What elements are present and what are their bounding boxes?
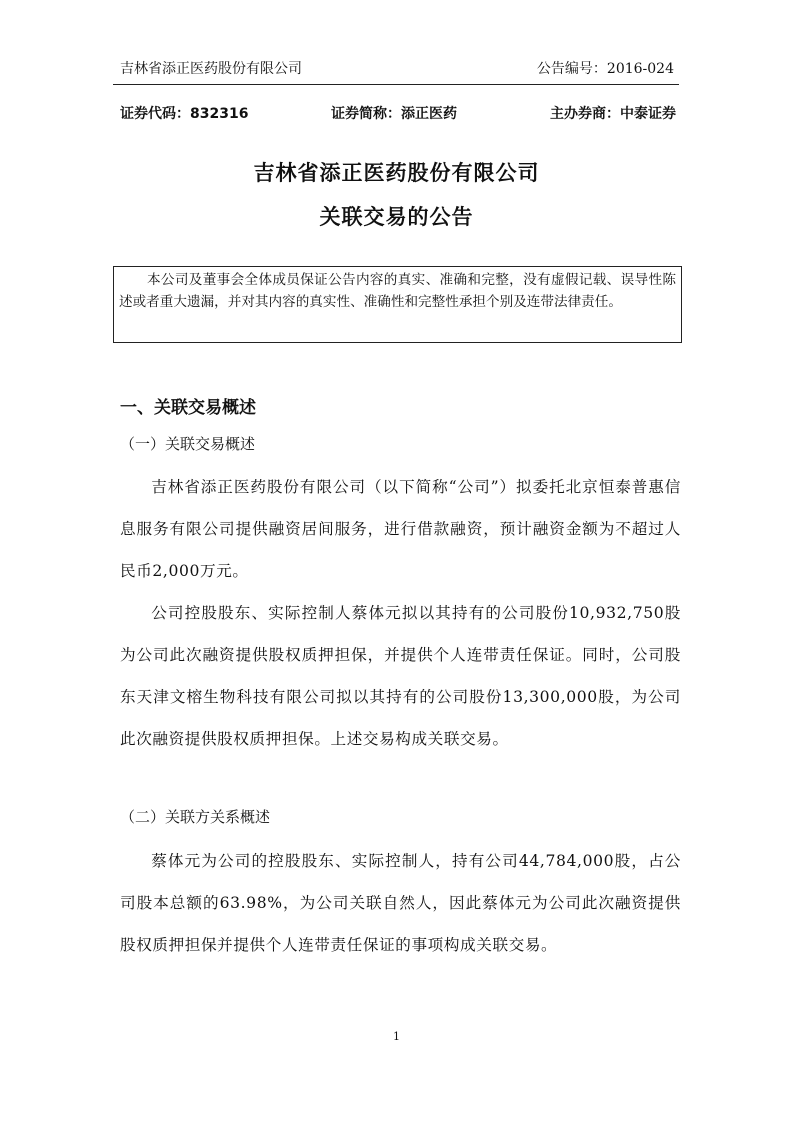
sponsor-broker: 主办券商：中泰证券 [550, 106, 676, 122]
document-title-company: 吉林省添正医药股份有限公司 [253, 160, 540, 185]
securities-short-name: 证券简称：添正医药 [331, 106, 457, 122]
securities-code: 证券代码：832316 [120, 106, 249, 122]
disclaimer-box: 本公司及董事会全体成员保证公告内容的真实、准确和完整，没有虚假记载、误导性陈述或者重大遗漏，并对其内容的真实性、准确性和完整性承担个别及连带法律责任。 [113, 266, 682, 343]
document-title-subject: 关联交易的公告 [319, 204, 474, 229]
paragraph-pledge: 公司控股股东、实际控制人蔡体元拟以其持有的公司股份10,932,750股为公司此次融资提供股权质押担保，并提供个人连带责任保证。同时，公司股东天津文榕生物科技有限公司拟以其持有的公司股份13,300,000股，为公司此次融资提供股权质押担保。上述交易构成关联交易。 [120, 604, 681, 748]
paragraph-financing: 吉林省添正医药股份有限公司（以下简称“公司”）拟委托北京恒泰普惠信息服务有限公司提供融资居间服务，进行借款融资，预计融资金额为不超过人民币2,000万元。 [120, 478, 681, 580]
paragraph-related-party: 蔡体元为公司的控股股东、实际控制人，持有公司44,784,000股，占公司股本总额的63.98%，为公司关联自然人，因此蔡体元为公司此次融资提供股权质押担保并提供个人连带责任保证的事项构成关联交易。 [120, 852, 681, 954]
subsection-heading-relationship: （二）关联方关系概述 [120, 808, 271, 826]
header-announcement-number: 公告编号：2016-024 [536, 61, 674, 77]
page-number: 1 [393, 1030, 400, 1043]
header-company-name: 吉林省添正医药股份有限公司 [120, 61, 302, 77]
section-heading: 一、关联交易概述 [120, 398, 256, 418]
header-divider [113, 84, 679, 85]
subsection-heading-overview: （一）关联交易概述 [120, 435, 256, 453]
